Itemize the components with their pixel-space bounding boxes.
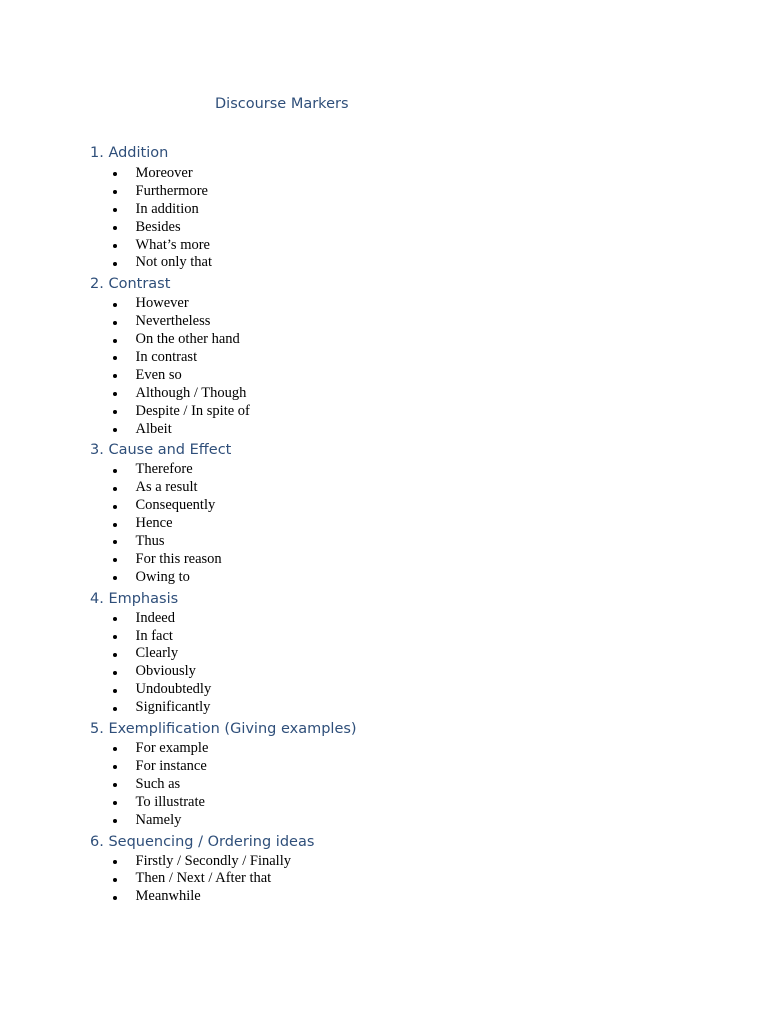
list-item [90,699,690,717]
bullet-icon [113,617,117,621]
list-item [90,349,690,367]
bullet-icon [113,819,117,823]
list-item [90,331,690,349]
list-item [90,569,690,587]
section-exemplification [90,718,690,829]
list-item-text: Moreover [135,165,193,181]
list-item-text: Significantly [135,699,211,716]
list-item [90,254,690,272]
bullet-icon [113,558,117,562]
list-item-text: To illustrate [135,793,205,810]
list-item [90,367,690,385]
bullet-icon [113,321,117,325]
bullet-icon [113,244,117,248]
bullet-icon [113,576,117,580]
list-item [90,165,690,183]
bullet-icon [113,783,117,787]
list-item-text: What’s more [135,236,210,253]
bullet-icon [113,635,117,639]
bullet-icon [113,765,117,769]
list-item-text: Indeed [135,609,175,626]
list-item-text: For example [135,740,209,757]
list-item [90,610,690,628]
bullet-icon [113,190,117,194]
list-item-text: Namely [135,811,182,828]
list-item-text: Clearly [135,645,179,662]
list-item [90,628,690,646]
list-item-text: As a result [135,479,198,496]
list-item [90,533,690,551]
list-item-text: Owing to [135,568,190,585]
section-emphasis [90,588,690,717]
section-sequencing [90,831,690,907]
list-item-text: Furthermore [135,182,208,199]
list-item-text: In contrast [135,349,198,366]
list-item [90,403,690,421]
bullet-icon [113,374,117,378]
marker-list [90,295,690,438]
bullet-icon [113,653,117,657]
list-item-text: Besides [135,218,181,235]
bullet-icon [113,671,117,675]
list-item-text: Hence [135,515,173,532]
list-item [90,794,690,812]
list-item-text: Undoubtedly [135,681,212,698]
bullet-icon [113,878,117,882]
list-item [90,853,690,871]
list-item-text: Nevertheless [135,313,211,330]
list-item [90,295,690,313]
list-item-text: On the other hand [135,331,240,348]
list-item-text: Despite / In spite of [135,402,250,419]
bullet-icon [113,410,117,414]
list-item-text: Thus [135,533,165,550]
bullet-icon [113,801,117,805]
section-heading: 4. Emphasis [90,590,179,607]
list-item-text: Although / Though [135,384,247,401]
bullet-icon [113,356,117,360]
section-heading: 3. Cause and Effect [90,442,232,459]
list-item [90,681,690,699]
section-cause-and-effect [90,439,690,586]
list-item [90,385,690,403]
document-title: Discourse Markers [215,96,349,112]
section-heading: 5. Exemplification (Giving examples) [90,721,357,738]
section-heading: 1. Addition [90,145,169,161]
list-item [90,551,690,569]
bullet-icon [113,747,117,751]
section-contrast [90,273,690,438]
list-item [90,421,690,439]
list-item-text: For instance [135,757,207,774]
section-heading: 2. Contrast [90,276,171,293]
list-item [90,201,690,219]
list-item-text: Then / Next / After that [135,870,272,887]
list-item-text: In fact [135,627,173,644]
bullet-icon [113,540,117,544]
list-item [90,740,690,758]
list-item [90,219,690,237]
bullet-icon [113,303,117,307]
marker-list [90,165,690,272]
bullet-icon [113,487,117,491]
list-item [90,776,690,794]
bullet-icon [113,208,117,212]
list-item-text: Such as [135,775,181,792]
list-item-text: For this reason [135,550,222,567]
list-item [90,870,690,888]
list-item [90,663,690,681]
list-item [90,888,690,906]
list-item-text: Meanwhile [135,888,201,905]
bullet-icon [113,392,117,396]
list-item [90,812,690,830]
bullet-icon [113,226,117,230]
list-item-text: Firstly / Secondly / Finally [135,852,291,869]
marker-list [90,461,690,586]
list-item [90,515,690,533]
list-item-text: Therefore [135,461,193,478]
bullet-icon [113,469,117,473]
list-item-text: In addition [135,200,199,217]
bullet-icon [113,689,117,693]
marker-list [90,740,690,829]
list-item-text: Albeit [135,420,172,437]
bullet-icon [113,860,117,864]
list-item-text: Obviously [135,663,196,680]
marker-list [90,853,690,907]
section-heading: 6. Sequencing / Ordering ideas [90,833,315,850]
bullet-icon [113,505,117,509]
list-item-text: Not only that [135,254,213,271]
bullet-icon [113,707,117,711]
bullet-icon [113,428,117,432]
list-item [90,183,690,201]
list-item [90,479,690,497]
bullet-icon [113,262,117,266]
list-item-text: Consequently [135,497,216,514]
section-addition [90,142,690,272]
list-item [90,645,690,663]
marker-list [90,610,690,717]
bullet-icon [113,523,117,527]
list-item [90,237,690,255]
list-item [90,758,690,776]
list-item-text: However [135,295,189,312]
list-item [90,313,690,331]
list-item-text: Even so [135,366,182,383]
bullet-icon [113,339,117,343]
bullet-icon [113,896,117,900]
bullet-icon [113,172,117,176]
document-body [90,142,690,907]
list-item [90,461,690,479]
list-item [90,497,690,515]
